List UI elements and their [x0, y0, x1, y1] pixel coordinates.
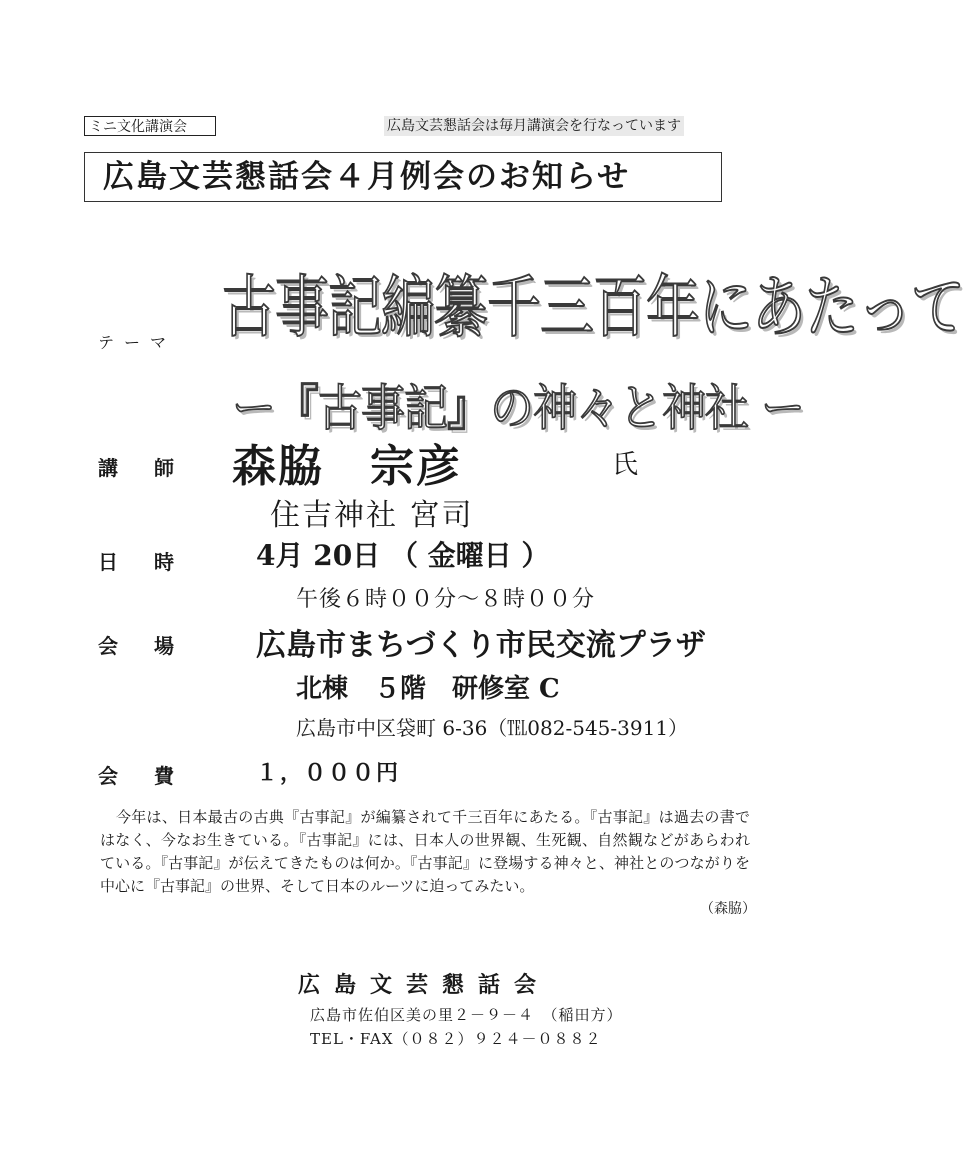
description-text: 今年は、日本最古の古典『古事記』が編纂されて千三百年にあたる。『古事記』は過去の書ではなく、今なお生きている。『古事記』には、日本人の世界観、生死観、自然観などがあらわれている。『古事記』が伝えてきたものは何か。『古事記』に登場する神々と、神社とのつながりを中心に『古事記』の世界、そして日本のルーツに迫ってみたい。 [100, 808, 750, 895]
page-title: 広島文芸懇話会４月例会のお知らせ [84, 152, 722, 202]
venue-room: 北棟 ５階 研修室 C [296, 674, 560, 704]
theme-label: テーマ [98, 333, 177, 352]
organizer-address: 広島市佐伯区美の里２－９－４ （稲田方） [310, 1006, 623, 1024]
lecturer-label: 講師 [98, 456, 210, 480]
header-tagline: 広島文芸懇話会は毎月講演会を行なっています [384, 116, 684, 136]
lecturer-honorific: 氏 [612, 450, 639, 480]
theme-main-title: 古事記編纂千三百年にあたって [222, 267, 964, 347]
lecturer-affiliation: 住吉神社 宮司 [270, 498, 474, 533]
organizer-name: 広島文芸懇話会 [298, 972, 551, 998]
venue-address: 広島市中区袋町 6-36（℡082-545-3911） [296, 716, 689, 740]
category-tag: ミニ文化講演会 [84, 116, 216, 136]
venue-name: 広島市まちづくり市民交流プラザ [256, 628, 706, 663]
fee-amount: １，０００円 [256, 760, 401, 786]
theme-subtitle: ー『古事記』の神々と神社 ー [232, 380, 804, 438]
datetime-label: 日時 [98, 550, 210, 574]
event-date: 4月 20日 （ 金曜日 ） [256, 539, 550, 572]
event-time: 午後６時００分～８時００分 [296, 587, 596, 612]
lecturer-name: 森脇 宗彦 [232, 441, 462, 492]
fee-label: 会費 [98, 764, 210, 788]
venue-label: 会場 [98, 634, 210, 658]
organizer-tel: TEL・FAX（０８２）９２４－０８８２ [310, 1030, 602, 1048]
description-signature: （森脇） [700, 901, 756, 917]
